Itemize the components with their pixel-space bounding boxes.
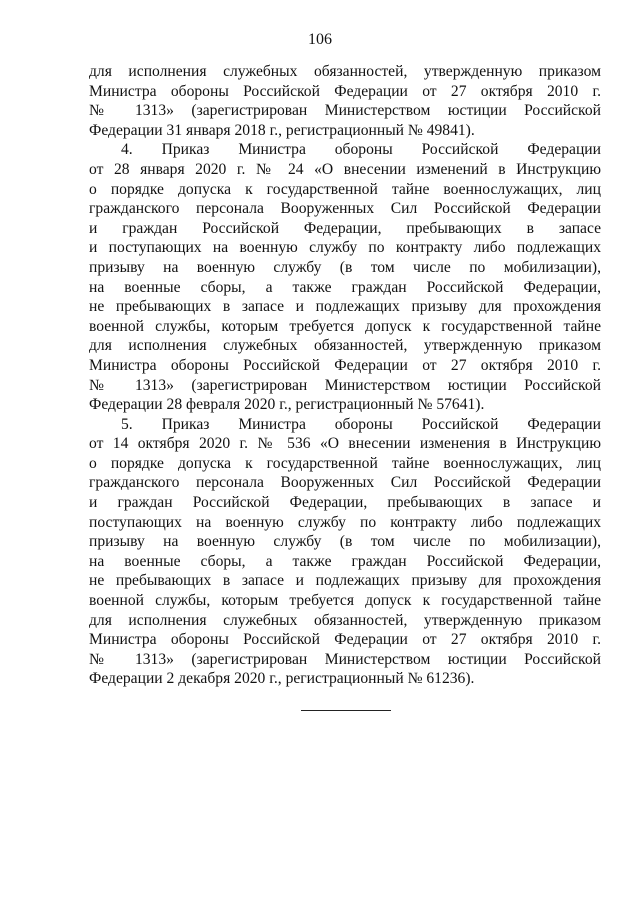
text-line: поступающих на военную службу по контракту либо подлежащих <box>89 513 601 531</box>
text-line: военной службы, которым требуется допуск к государственной тайне <box>89 317 601 335</box>
text-line: № 1313» (зарегистрирован Министерством юстиции Российской <box>89 102 601 120</box>
end-separator-line <box>301 710 391 711</box>
text-line: на военные сборы, а также граждан Российской Федерации, <box>89 552 601 570</box>
text-line: для исполнения служебных обязанностей, утвержденную приказом <box>89 63 601 80</box>
text-line: Министра обороны Российской Федерации от 27 октября 2010 г. <box>89 356 601 374</box>
document-body <box>89 62 601 689</box>
text-line: призыву на военную службу (в том числе по мобилизации), <box>89 258 601 276</box>
text-line: о порядке допуска к государственной тайне военнослужащих, лиц <box>89 454 601 472</box>
text-line: Федерации 2 декабря 2020 г., регистрационный № 61236). <box>89 670 475 688</box>
text-line: Федерации 28 февраля 2020 г., регистрационный № 57641). <box>89 396 485 414</box>
text-line: Министра обороны Российской Федерации от 27 октября 2010 г. <box>89 631 601 649</box>
text-line: не пребывающих в запасе и подлежащих призыву для прохождения <box>89 298 601 316</box>
text-line: Федерации 31 января 2018 г., регистрационный № 49841). <box>89 121 475 139</box>
text-line: для исполнения служебных обязанностей, утвержденную приказом <box>89 337 601 355</box>
text-line: 4. Приказ Министра обороны Российской Федерации <box>121 141 601 159</box>
paragraph-item-5 <box>89 415 601 689</box>
paragraph-continuation <box>89 62 601 140</box>
text-line: от 14 октября 2020 г. № 536 «О внесении изменения в Инструкцию <box>89 435 601 453</box>
text-line: 5. Приказ Министра обороны Российской Федерации <box>121 415 601 433</box>
text-line: гражданского персонала Вооруженных Сил Российской Федерации <box>89 474 601 492</box>
text-line: и граждан Российской Федерации, пребывающих в запасе <box>89 219 601 237</box>
text-line: и граждан Российской Федерации, пребывающих в запасе и <box>89 494 601 512</box>
text-line: призыву на военную службу (в том числе по мобилизации), <box>89 533 601 551</box>
text-line: от 28 января 2020 г. № 24 «О внесении изменений в Инструкцию <box>89 160 601 178</box>
text-line: о порядке допуска к государственной тайне военнослужащих, лиц <box>89 180 601 198</box>
text-line: и поступающих на военную службу по контракту либо подлежащих <box>89 239 601 257</box>
text-line: военной службы, которым требуется допуск к государственной тайне <box>89 592 601 610</box>
text-line: № 1313» (зарегистрирован Министерством юстиции Российской <box>89 376 601 394</box>
text-line: № 1313» (зарегистрирован Министерством юстиции Российской <box>89 650 601 668</box>
text-line: на военные сборы, а также граждан Российской Федерации, <box>89 278 601 296</box>
text-line: Министра обороны Российской Федерации от 27 октября 2010 г. <box>89 82 601 100</box>
page-number: 106 <box>308 31 332 48</box>
text-line: гражданского персонала Вооруженных Сил Российской Федерации <box>89 200 601 218</box>
text-line: не пребывающих в запасе и подлежащих призыву для прохождения <box>89 572 601 590</box>
text-line: для исполнения служебных обязанностей, утвержденную приказом <box>89 611 601 629</box>
paragraph-item-4 <box>89 140 601 414</box>
